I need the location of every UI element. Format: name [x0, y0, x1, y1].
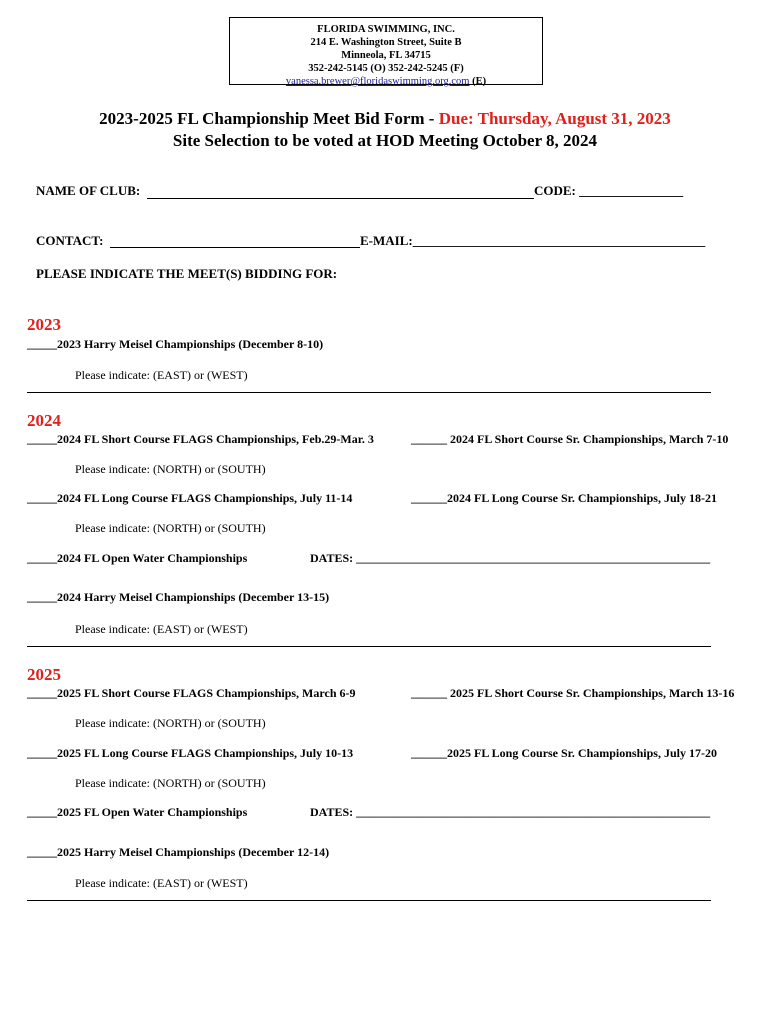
sc-2024-note: Please indicate: (NORTH) or (SOUTH)	[75, 462, 266, 476]
lc-flags-2024-item[interactable]: _____2024 FL Long Course FLAGS Championships, July 11-14	[27, 491, 353, 505]
meisel-2025-item[interactable]: _____2025 Harry Meisel Championships (December 12-14)	[27, 845, 330, 859]
ow-2025-dates[interactable]: DATES: ___________________________________________________________	[310, 805, 711, 819]
club-name-input-line[interactable]	[147, 198, 534, 199]
meisel-2025-note: Please indicate: (EAST) or (WEST)	[75, 876, 248, 890]
section-divider-2024	[27, 646, 711, 647]
org-email-suffix: (E)	[469, 76, 487, 87]
sc-flags-2024-item[interactable]: _____2024 FL Short Course FLAGS Championships, Feb.29-Mar. 3	[27, 432, 374, 446]
contact-input-line[interactable]	[110, 247, 360, 248]
sc-sr-2024-item[interactable]: ______ 2024 FL Short Course Sr. Championships, March 7-10	[411, 432, 729, 446]
org-email-link[interactable]: vanessa.brewer@floridaswimming.org.com	[285, 76, 470, 87]
form-subtitle: Site Selection to be voted at HOD Meeting October 8, 2024	[172, 131, 598, 150]
letterhead-box	[229, 17, 543, 85]
club-name-label: NAME OF CLUB:	[36, 183, 141, 198]
org-email-line	[230, 75, 542, 88]
lc-2025-note: Please indicate: (NORTH) or (SOUTH)	[75, 776, 266, 790]
org-name: FLORIDA SWIMMING, INC.	[317, 24, 455, 35]
sc-2025-note: Please indicate: (NORTH) or (SOUTH)	[75, 716, 266, 730]
lc-sr-2025-item[interactable]: ______2025 FL Long Course Sr. Championships, July 17-20	[411, 746, 717, 760]
contact-label: CONTACT:	[36, 233, 104, 248]
lc-flags-2025-item[interactable]: _____2025 FL Long Course FLAGS Championships, July 10-13	[27, 746, 354, 760]
code-label[interactable]: CODE: ________________	[534, 183, 684, 198]
meisel-2023-note: Please indicate: (EAST) or (WEST)	[75, 368, 248, 382]
year-2025-heading: 2025	[27, 665, 61, 684]
form-due-date: Due: Thursday, August 31, 2023	[438, 109, 671, 128]
section-divider-2025	[27, 900, 711, 901]
ow-2025-item[interactable]: _____2025 FL Open Water Championships	[27, 805, 248, 819]
meisel-2023-item[interactable]: _____2023 Harry Meisel Championships (December 8-10)	[27, 337, 324, 351]
form-title-main: 2023-2025 FL Championship Meet Bid Form -	[99, 109, 439, 128]
email-label[interactable]: E-MAIL:_____________________________________________	[360, 233, 706, 248]
ow-2024-dates[interactable]: DATES: ___________________________________________________________	[310, 551, 711, 565]
sc-flags-2025-item[interactable]: _____2025 FL Short Course FLAGS Championships, March 6-9	[27, 686, 356, 700]
org-city: Minneola, FL 34715	[341, 50, 431, 61]
form-title	[0, 109, 770, 129]
lc-sr-2024-item[interactable]: ______2024 FL Long Course Sr. Championships, July 18-21	[411, 491, 717, 505]
org-phones: 352-242-5145 (O) 352-242-5245 (F)	[308, 63, 464, 74]
year-2024-heading: 2024	[27, 411, 61, 430]
indicate-label: PLEASE INDICATE THE MEET(S) BIDDING FOR:	[36, 266, 338, 281]
meisel-2024-note: Please indicate: (EAST) or (WEST)	[75, 622, 248, 636]
meisel-2024-item[interactable]: _____2024 Harry Meisel Championships (December 13-15)	[27, 590, 330, 604]
org-street: 214 E. Washington Street, Suite B	[310, 37, 462, 48]
lc-2024-note: Please indicate: (NORTH) or (SOUTH)	[75, 521, 266, 535]
sc-sr-2025-item[interactable]: ______ 2025 FL Short Course Sr. Championships, March 13-16	[411, 686, 735, 700]
section-divider-2023	[27, 392, 711, 393]
ow-2024-item[interactable]: _____2024 FL Open Water Championships	[27, 551, 248, 565]
year-2023-heading: 2023	[27, 315, 61, 334]
